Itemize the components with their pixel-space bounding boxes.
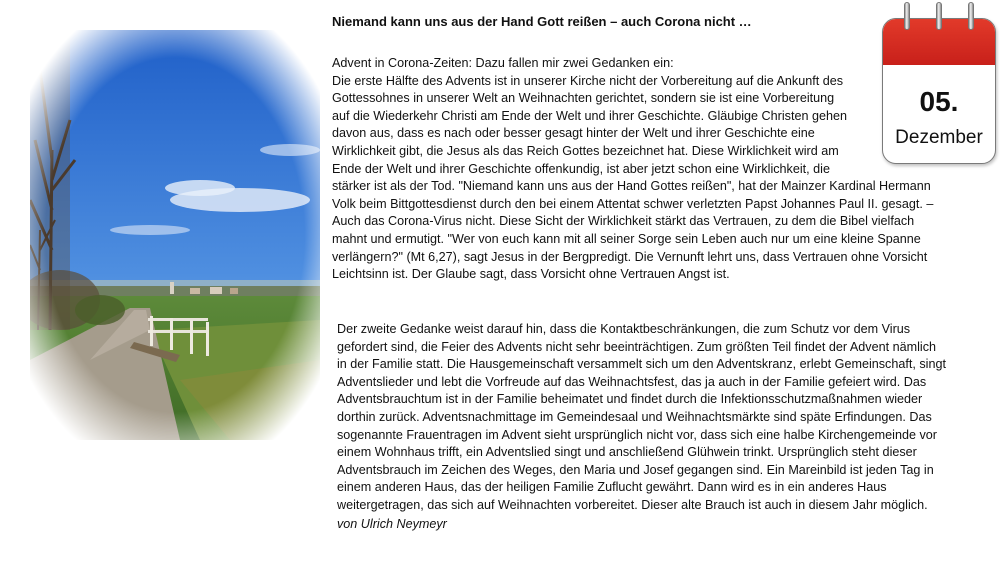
paragraph-1-line: Ende der Welt und ihrer Geschichte offenkundig, ist aber jetzt schon eine Wirklichkeit, die — [332, 161, 830, 176]
landscape-photo — [30, 30, 320, 440]
paragraph-1-line: Die erste Hälfte des Advents ist in unserer Kirche nicht der Vorbereitung auf die Ankunft des — [332, 73, 844, 88]
paragraph-2-line: Adventsbrauchtum ist in der Familie beheimatet und findet durch die Infektionsschutzmaßnahmen wieder — [337, 392, 923, 407]
paragraph-1-line: auf die Wiederkehr Christi am Ende der Welt und ihrer Geschichte. Gläubige Christen gehen — [332, 108, 847, 123]
paragraph-2-line: einem Wohnhaus trifft, ein Adventslied singt und anschließend Glühwein trinkt. Ursprünglich steht dieser — [337, 445, 917, 460]
calendar-page — [882, 18, 996, 164]
paragraph-1-line: stärker ist als der Tod. "Niemand kann uns aus der Hand Gottes reißen", hat der Mainzer Kardinal Hermann — [332, 179, 931, 194]
paragraph-1-line: Auch das Corona-Virus nicht. Diese Sicht der Wirklichkeit stärkt das Vertrauen, zu dem die Bibel vielfach — [332, 214, 915, 229]
paragraph-1-line: mahnt und ermutigt. "Wer von euch kann mit all seiner Sorge sein Leben auch nur um eine kleine Spanne — [332, 231, 921, 246]
paragraph-2 — [337, 321, 987, 515]
landscape-photo-icon — [30, 30, 320, 440]
paragraph-2-line: Adventslieder und lebt die Vorfreude auf das Weihnachtsfest, das ja auch in der Familie gefeiert wird. Das — [337, 374, 927, 389]
author-signature: von Ulrich Neymeyr — [337, 517, 447, 531]
paragraph-2-line: gefordert sind, die Feier des Advents nicht sehr beeinträchtigen. Zum größten Teil findet der Advent nämlich — [337, 339, 937, 354]
paragraph-1 — [332, 55, 972, 284]
article-title: Niemand kann uns aus der Hand Gott reißen – auch Corona nicht … — [332, 14, 752, 29]
paragraph-2-line: Der zweite Gedanke weist darauf hin, dass die Kontaktbeschränkungen, die zum Schutz vor dem Virus — [337, 322, 911, 336]
paragraph-2-line: einem anderen Haus, das der heiligen Familie Zuflucht gewährt. Dann wird es in ein anderes Haus — [337, 480, 887, 495]
calendar-ring-icon — [936, 2, 942, 30]
calendar-day: 05. — [919, 86, 959, 117]
paragraph-2-line: sogenannte Frauentragen im Advent sieht ursprünglich nicht vor, dass sich eine halbe Kirchengemeinde vor — [337, 427, 937, 442]
paragraph-1-line: Volk beim Bittgottesdienst durch den bei einem Attentat schwer verletzten Papst Johannes Paul II. gesagt. – — [332, 196, 934, 211]
paragraph-2-line: Adventsbrauch im Zeichen des Weges, den Maria und Josef gegangen sind. Ein Mareinbild ist jeden Tag in — [337, 462, 934, 477]
paragraph-1-line: Wirklichkeit gibt, die Jesus als das Reich Gottes bezeichnet hat. Diese Wirklichkeit wird am — [332, 143, 839, 158]
paragraph-1-line: Advent in Corona-Zeiten: Dazu fallen mir zwei Gedanken ein: — [332, 56, 674, 70]
paragraph-1-line: davon aus, dass es nach oder besser gesagt hinter der Welt und ihrer Geschichte eine — [332, 126, 815, 141]
paragraph-2-line: weitergetragen, das sich auf Weihnachten vorbereitet. Dieser alte Brauch ist auch in diesem Jahr möglich. — [337, 497, 928, 512]
paragraph-1-line: Leichtsinn ist. Der Glaube sagt, dass Vorsicht ohne Vertrauen Angst ist. — [332, 267, 730, 282]
paragraph-2-line: in der Familie statt. Die Hausgemeinschaft versammelt sich um den Adventskranz, erlebt Gemeinschaft, singt — [337, 357, 946, 372]
calendar-ring-icon — [904, 2, 910, 30]
calendar-icon — [882, 18, 996, 164]
paragraph-1-line: Gottessohnes in unserer Welt an Weihnachten gerichtet, sondern sie ist eine Vorbereitung — [332, 91, 835, 106]
paragraph-1-line: verlängern?" (Mt 6,27), sagt Jesus in der Bergpredigt. Die Vernunft lehrt uns, dass Vertrauen ohne Vorsicht — [332, 249, 928, 264]
paragraph-2-line: dorthin zurück. Adventsnachmittage im Gemeindesaal und Weihnachtsmärkte sind späte Erfindungen. Das — [337, 409, 932, 424]
calendar-month: Dezember — [895, 127, 983, 148]
calendar-ring-icon — [968, 2, 974, 30]
